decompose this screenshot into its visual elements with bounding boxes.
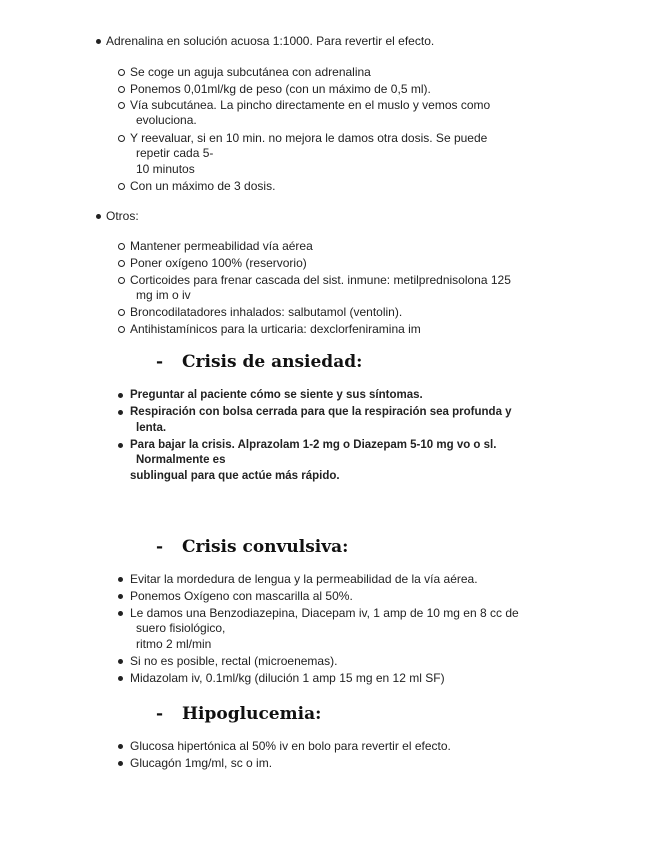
sublist-item: Y reevaluar, si en 10 min. no mejora le damos otra dosis. Se puede (130, 131, 488, 145)
sublist-item-continuation: 10 minutos (136, 162, 195, 176)
list-item-continuation: suero fisiológico, (136, 621, 226, 635)
section-heading-convulsiva (156, 537, 348, 557)
sublist-item: Vía subcutánea. La pincho directamente en el muslo y vemos como (130, 98, 491, 112)
list-item: Respiración con bolsa cerrada para que la respiración sea profunda y (130, 406, 512, 418)
list-item: Ponemos Oxígeno con mascarilla al 50%. (130, 589, 353, 603)
list-item: Si no es posible, rectal (microenemas). (130, 654, 338, 668)
heading-title: Crisis de ansiedad: (182, 352, 363, 372)
sublist-item: Broncodilatadores inhalados: salbutamol (ventolin). (130, 305, 403, 319)
heading-dash: - (156, 352, 164, 372)
sublist-item: Corticoides para frenar cascada del sist. inmune: metilprednisolona 125 (130, 273, 511, 287)
list-item: Le damos una Benzodiazepina, Diacepam iv, 1 amp de 10 mg en 8 cc de (130, 606, 519, 620)
sublist-item: Antihistamínicos para la urticaria: dexclorfeniramina im (130, 322, 421, 336)
list-item-continuation: Normalmente es (136, 454, 226, 466)
list-item-continuation: lenta. (136, 422, 167, 434)
list-item: Otros: (106, 209, 139, 223)
sublist-item-continuation: mg im o iv (136, 288, 191, 302)
list-item-continuation: sublingual para que actúe más rápido. (130, 470, 340, 482)
section-heading-ansiedad (156, 352, 362, 372)
sublist-item: Ponemos 0,01ml/kg de peso (con un máximo de 0,5 ml). (130, 82, 431, 96)
list-item: Midazolam iv, 0.1ml/kg (dilución 1 amp 15 mg en 12 ml SF) (130, 671, 445, 685)
list-item: Glucagón 1mg/ml, sc o im. (130, 756, 273, 770)
list-item-continuation: ritmo 2 ml/min (136, 637, 212, 651)
sublist-item-continuation: evoluciona. (136, 113, 197, 127)
heading-title: Hipoglucemia: (182, 704, 322, 724)
heading-dash: - (156, 704, 164, 724)
list-item: Evitar la mordedura de lengua y la permeabilidad de la vía aérea. (130, 572, 478, 586)
section-heading-hipoglucemia (156, 704, 321, 724)
sublist-item: Mantener permeabilidad vía aérea (130, 239, 313, 253)
list-item: Adrenalina en solución acuosa 1:1000. Para revertir el efecto. (106, 34, 435, 48)
sublist-item: Se coge un aguja subcutánea con adrenalina (130, 65, 371, 79)
heading-title: Crisis convulsiva: (182, 537, 349, 557)
sublist-item: Con un máximo de 3 dosis. (130, 179, 276, 193)
sublist-item: Poner oxígeno 100% (reservorio) (130, 256, 307, 270)
heading-dash: - (156, 537, 164, 557)
list-item: Preguntar al paciente cómo se siente y sus síntomas. (130, 389, 423, 401)
list-item: Para bajar la crisis. Alprazolam 1-2 mg o Diazepam 5-10 mg vo o sl. (130, 439, 497, 451)
list-item: Glucosa hipertónica al 50% iv en bolo para revertir el efecto. (130, 739, 451, 753)
sublist-item-continuation: repetir cada 5- (136, 146, 214, 160)
